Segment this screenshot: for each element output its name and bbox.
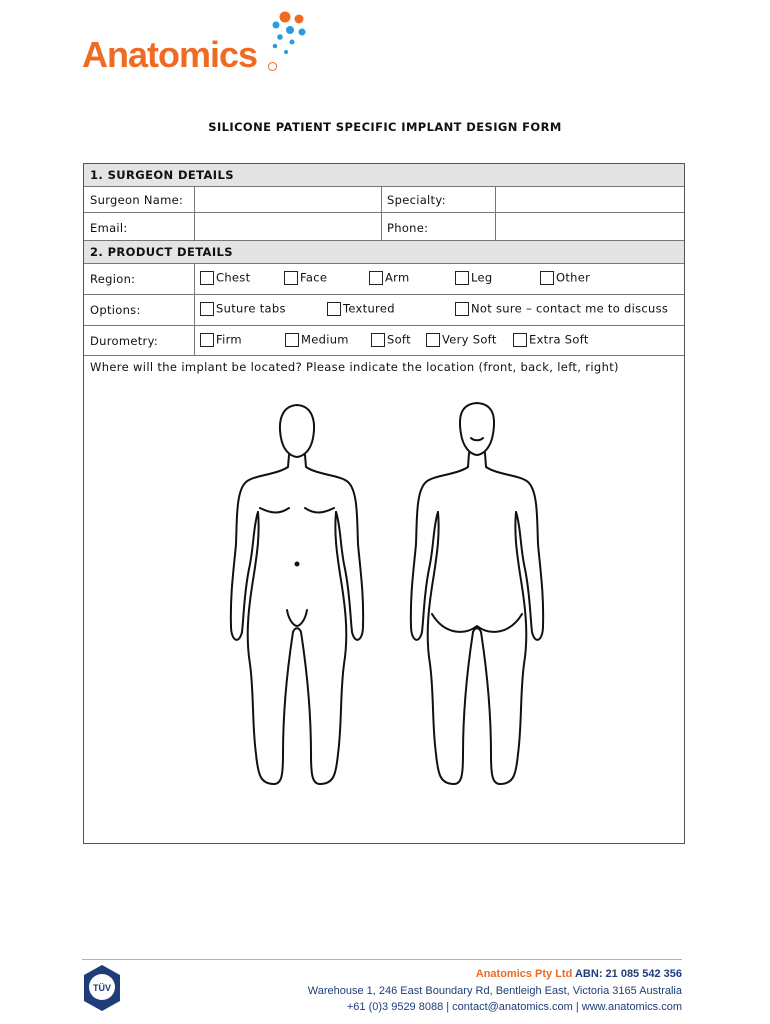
tuv-badge-text: TÜV — [93, 983, 111, 993]
option-suture-tabs-checkbox[interactable]: Suture tabs — [200, 301, 286, 317]
tuv-certification-badge-icon — [80, 963, 124, 1013]
options-label: Options: — [90, 303, 141, 317]
body-diagram[interactable] — [84, 164, 684, 843]
region-other-checkbox[interactable]: Other — [540, 270, 590, 286]
back-body-figure-icon[interactable] — [411, 403, 543, 784]
durometry-firm-checkbox[interactable]: Firm — [200, 332, 242, 348]
section-heading-surgeon: 1. SURGEON DETAILS — [84, 164, 684, 186]
region-face-checkbox[interactable]: Face — [284, 270, 327, 286]
surgeon-name-label: Surgeon Name: — [90, 193, 184, 207]
option-not-sure-checkbox[interactable]: Not sure – contact me to discuss — [455, 301, 668, 317]
email-label: Email: — [90, 221, 128, 235]
region-leg-checkbox[interactable]: Leg — [455, 270, 492, 286]
footer-company — [476, 968, 682, 980]
durometry-soft-checkbox[interactable]: Soft — [371, 332, 411, 348]
footer-divider — [82, 959, 682, 960]
company-abn: ABN: 21 085 542 356 — [574, 968, 682, 980]
specialty-label: Specialty: — [387, 193, 446, 207]
footer-contact[interactable]: +61 (0)3 9529 8088 | contact@anatomics.com | www.anatomics.com — [346, 1001, 682, 1013]
footer-address: Warehouse 1, 246 East Boundary Rd, Bentleigh East, Victoria 3165 Australia — [307, 985, 682, 997]
design-form — [83, 163, 685, 844]
durometry-very-soft-checkbox[interactable]: Very Soft — [426, 332, 497, 348]
company-name: Anatomics Pty Ltd — [475, 968, 573, 980]
durometry-medium-checkbox[interactable]: Medium — [285, 332, 349, 348]
front-body-figure-icon[interactable] — [231, 405, 363, 784]
phone-label: Phone: — [387, 221, 429, 235]
durometry-extra-soft-checkbox[interactable]: Extra Soft — [513, 332, 589, 348]
durometry-label: Durometry: — [90, 334, 159, 348]
region-chest-checkbox[interactable]: Chest — [200, 270, 250, 286]
location-prompt: Where will the implant be located? Please indicate the location (front, back, left, right) — [90, 360, 619, 374]
region-arm-checkbox[interactable]: Arm — [369, 270, 410, 286]
logo-dots-icon — [262, 8, 322, 68]
form-title: SILICONE PATIENT SPECIFIC IMPLANT DESIGN FORM — [208, 120, 562, 134]
section-heading-product: 2. PRODUCT DETAILS — [84, 241, 684, 263]
option-textured-checkbox[interactable]: Textured — [327, 301, 395, 317]
anatomics-logo — [82, 8, 322, 74]
logo-wordmark: Anatomics — [82, 34, 258, 75]
region-label: Region: — [90, 272, 136, 286]
